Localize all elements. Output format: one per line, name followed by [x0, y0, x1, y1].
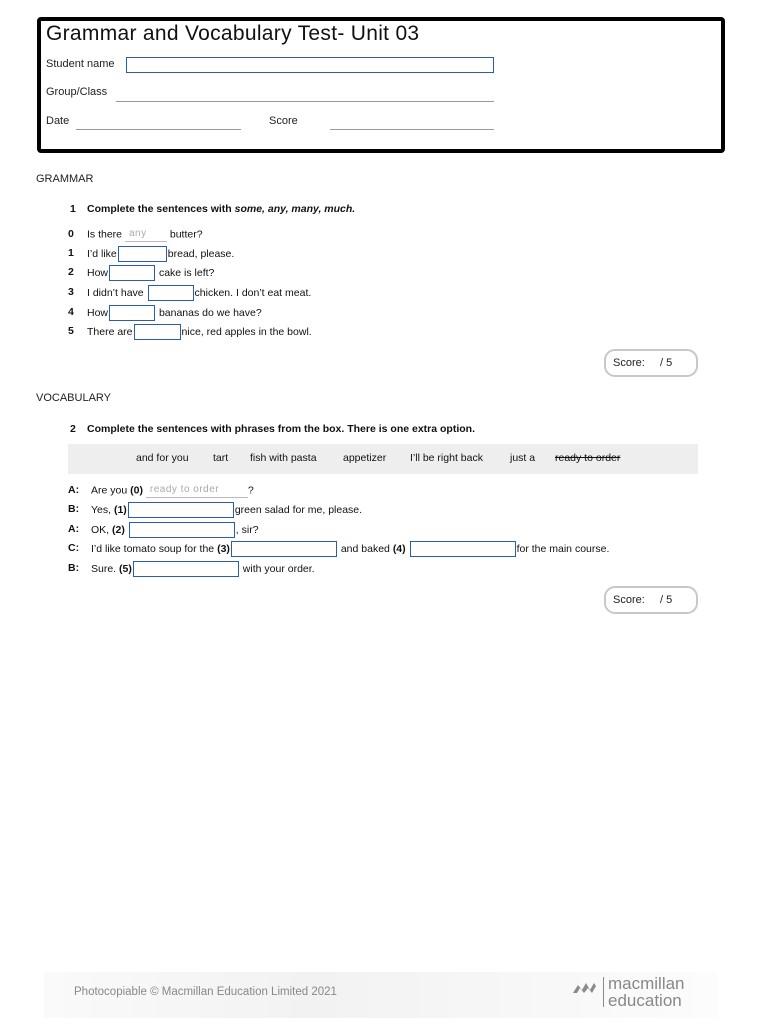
student-name-label: Student name	[46, 58, 115, 70]
item-number: 0	[68, 228, 74, 240]
example-answer: ready to order	[146, 483, 248, 498]
date-label: Date	[46, 115, 70, 127]
logo-divider	[603, 977, 604, 1007]
line-text-before: OK,	[91, 524, 110, 536]
dialogue-line-0	[0, 483, 768, 497]
item-number: 5	[68, 325, 74, 337]
grammar-item-1	[0, 246, 768, 260]
gap-number: (5)	[119, 562, 132, 575]
line-text-after: ?	[247, 484, 254, 497]
line-text-before: Yes,	[91, 504, 112, 516]
score-label: Score	[269, 115, 298, 127]
vocabulary-section-heading: VOCABULARY	[36, 392, 111, 404]
page-title: Grammar and Vocabulary Test- Unit 03	[46, 22, 420, 45]
copyright-text: Photocopiable © Macmillan Education Limited 2021	[74, 986, 337, 998]
answer-input-v4[interactable]	[410, 541, 516, 557]
item-number: 3	[68, 286, 74, 298]
gap-number: (4)	[392, 542, 406, 555]
word-box-item: I’ll be right back	[410, 452, 483, 464]
example-answer: any	[125, 227, 167, 242]
logo-text-macmillan: macmillan	[608, 974, 685, 993]
line-text-before: I’d like tomato soup for the	[91, 543, 215, 555]
answer-input-2[interactable]	[109, 265, 155, 281]
vocabulary-instruction: Complete the sentences with phrases from the box. There is one extra option.	[87, 423, 475, 435]
word-box-item: just a	[510, 452, 536, 464]
group-class-label: Group/Class	[46, 86, 108, 98]
speaker-label: B:	[68, 562, 80, 574]
dialogue-line-4	[0, 561, 768, 575]
gap-number: (1)	[113, 503, 127, 516]
grammar-instruction-text: Complete the sentences with	[87, 203, 232, 215]
item-text-after: cake is left?	[158, 267, 215, 279]
speaker-label: C:	[68, 542, 80, 554]
line-text-middle: and baked	[340, 543, 390, 555]
gap-number: (2)	[112, 523, 125, 536]
date-field[interactable]	[76, 129, 241, 130]
word-box-item: fish with pasta	[250, 452, 317, 464]
line-text-after: , sir?	[235, 524, 259, 536]
grammar-item-5	[0, 324, 768, 338]
item-text-before: Is there	[87, 228, 123, 241]
item-text-after: bread, please.	[167, 248, 235, 260]
item-text-before: I didn’t have	[87, 287, 144, 299]
item-number: 2	[68, 266, 74, 278]
item-text-after: chicken. I don’t eat meat.	[194, 287, 312, 299]
vocabulary-question-number: 2	[70, 423, 76, 435]
logo-text-education: education	[608, 991, 682, 1010]
grammar-instruction-words: some, any, many, much.	[234, 203, 356, 215]
answer-input-v3[interactable]	[231, 541, 337, 557]
item-number: 4	[68, 306, 74, 318]
score-label: Score:	[613, 357, 645, 369]
answer-input-3[interactable]	[148, 285, 194, 301]
dialogue-line-3	[0, 541, 768, 555]
grammar-item-4	[0, 305, 768, 319]
group-class-field[interactable]	[116, 101, 494, 102]
dialogue-line-2	[0, 522, 768, 536]
gap-number: (3)	[217, 542, 230, 555]
score-total: / 5	[660, 357, 673, 369]
line-text-after: with your order.	[242, 563, 315, 575]
line-text-after: green salad for me, please.	[234, 504, 363, 516]
word-box-item-used: ready to order	[555, 452, 621, 464]
answer-input-v2[interactable]	[129, 522, 235, 538]
line-text-after: for the main course.	[516, 543, 610, 555]
answer-input-5[interactable]	[134, 324, 181, 340]
line-text-before: Are you	[91, 484, 128, 497]
gap-number: (0)	[130, 484, 143, 497]
macmillan-logo-icon	[572, 977, 602, 999]
item-text-before: There are	[87, 326, 133, 338]
dialogue-line-1	[0, 502, 768, 516]
grammar-item-3	[0, 285, 768, 299]
student-name-input[interactable]	[126, 57, 494, 73]
item-text-before: I’d like	[87, 248, 117, 260]
grammar-item-0	[0, 227, 768, 241]
answer-input-1[interactable]	[118, 246, 167, 262]
item-text-before: How	[87, 267, 109, 279]
item-text-before: How	[87, 307, 109, 319]
grammar-item-2	[0, 265, 768, 279]
word-box-item: tart	[213, 452, 229, 464]
score-label: Score:	[613, 594, 645, 606]
word-box	[68, 444, 698, 474]
vocabulary-score-box	[604, 586, 698, 614]
score-total: / 5	[660, 594, 673, 606]
item-text-after: butter?	[169, 228, 203, 241]
speaker-label: A:	[68, 484, 80, 496]
score-field[interactable]	[330, 129, 494, 130]
line-text-before: Sure.	[91, 563, 117, 575]
item-number: 1	[68, 247, 74, 259]
grammar-score-box	[604, 349, 698, 377]
grammar-instruction	[87, 203, 355, 215]
speaker-label: B:	[68, 503, 80, 515]
word-box-item: appetizer	[343, 452, 387, 464]
answer-input-v5[interactable]	[133, 561, 239, 577]
answer-input-4[interactable]	[109, 305, 155, 321]
answer-input-v1[interactable]	[128, 502, 234, 518]
item-text-after: nice, red apples in the bowl.	[181, 326, 312, 338]
speaker-label: A:	[68, 523, 80, 535]
word-box-item: and for you	[136, 452, 189, 464]
item-text-after: bananas do we have?	[158, 307, 262, 319]
grammar-section-heading: GRAMMAR	[36, 173, 94, 185]
grammar-question-number: 1	[70, 203, 76, 215]
